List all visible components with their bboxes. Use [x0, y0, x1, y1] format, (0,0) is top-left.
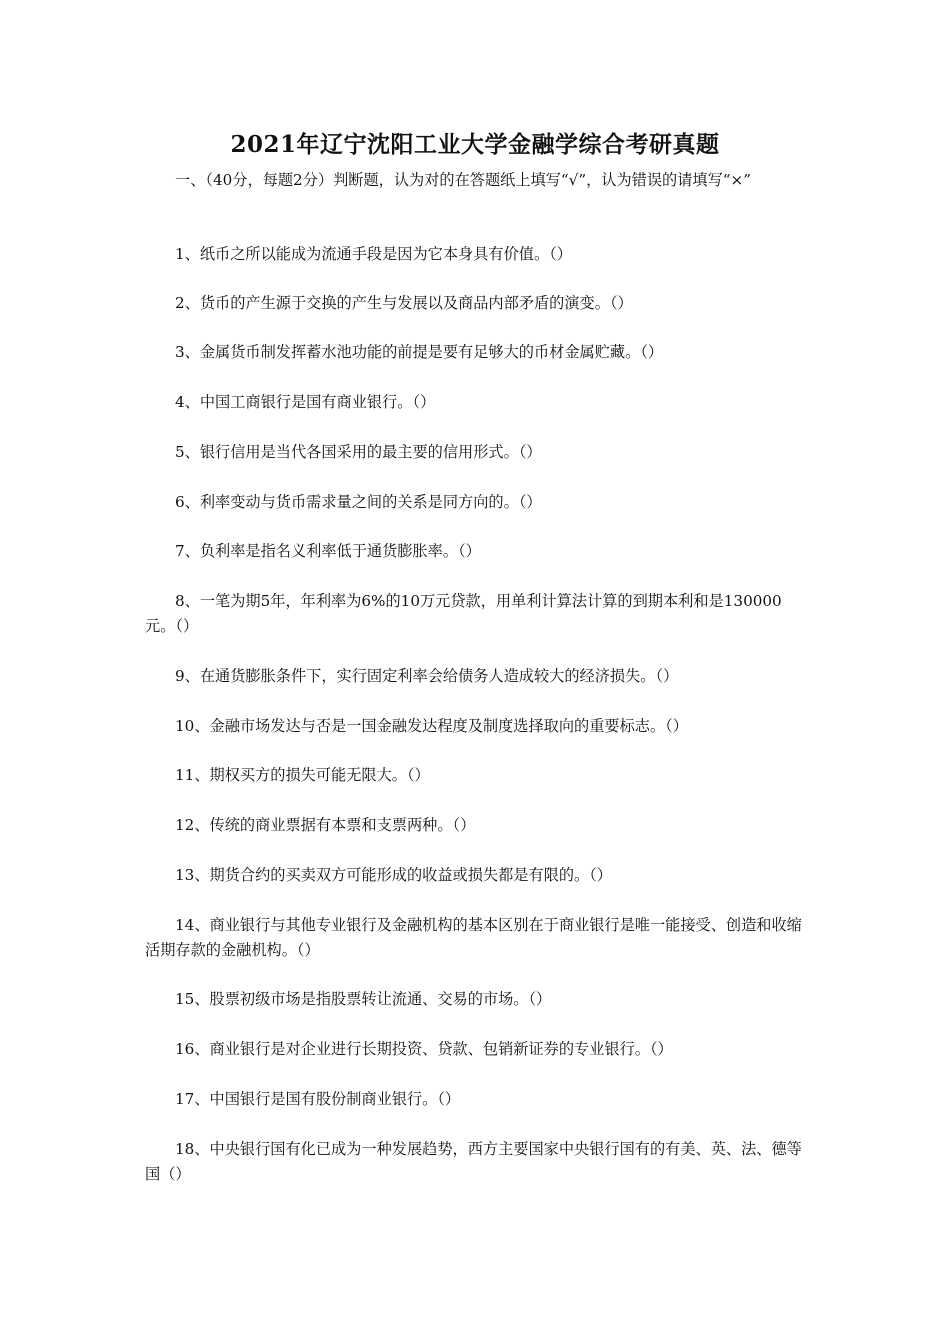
question-item: 12、传统的商业票据有本票和支票两种。（） — [175, 816, 476, 834]
question-item: 5、银行信用是当代各国采用的最主要的信用形式。（） — [175, 443, 542, 461]
question-item: 7、负利率是指名义利率低于通货膨胀率。（） — [175, 542, 481, 560]
question-item: 6、利率变动与货币需求量之间的关系是同方向的。（） — [175, 493, 542, 511]
question-item: 14、商业银行与其他专业银行及金融机构的基本区别在于商业银行是唯一能接受、创造和收缩活期存款的金融机构。（） — [145, 916, 802, 959]
question-item: 4、中国工商银行是国有商业银行。（） — [175, 393, 436, 411]
question-item: 15、股票初级市场是指股票转让流通、交易的市场。（） — [175, 990, 552, 1008]
question-item: 16、商业银行是对企业进行长期投资、贷款、包销新证券的专业银行。（） — [175, 1040, 673, 1058]
question-item: 10、金融市场发达与否是一国金融发达程度及制度选择取向的重要标志。（） — [175, 717, 688, 735]
question-item: 2、货币的产生源于交换的产生与发展以及商品内部矛盾的演变。（） — [175, 294, 633, 312]
section-intro: 一、（40分，每题2分）判断题，认为对的在答题纸上填写“√”，认为错误的请填写“×” — [175, 171, 752, 189]
question-item: 11、期权买方的损失可能无限大。（） — [175, 766, 430, 784]
question-item: 3、金属货币制发挥蓄水池功能的前提是要有足够大的币材金属贮藏。（） — [175, 343, 664, 361]
question-item: 18、中央银行国有化已成为一种发展趋势，西方主要国家中央银行国有的有美、英、法、德等国（） — [145, 1140, 802, 1183]
question-item: 9、在通货膨胀条件下，实行固定利率会给债务人造成较大的经济损失。（） — [175, 667, 679, 685]
question-item: 13、期货合约的买卖双方可能形成的收益或损失都是有限的。（） — [175, 866, 612, 884]
question-item: 8、一笔为期5年，年利率为6%的10万元贷款，用单利计算法计算的到期本利和是130000元。（） — [145, 592, 782, 635]
question-item: 17、中国银行是国有股份制商业银行。（） — [175, 1090, 461, 1108]
page-title: 2021年辽宁沈阳工业大学金融学综合考研真题 — [230, 131, 720, 158]
question-item: 1、纸币之所以能成为流通手段是因为它本身具有价值。（） — [175, 245, 572, 263]
